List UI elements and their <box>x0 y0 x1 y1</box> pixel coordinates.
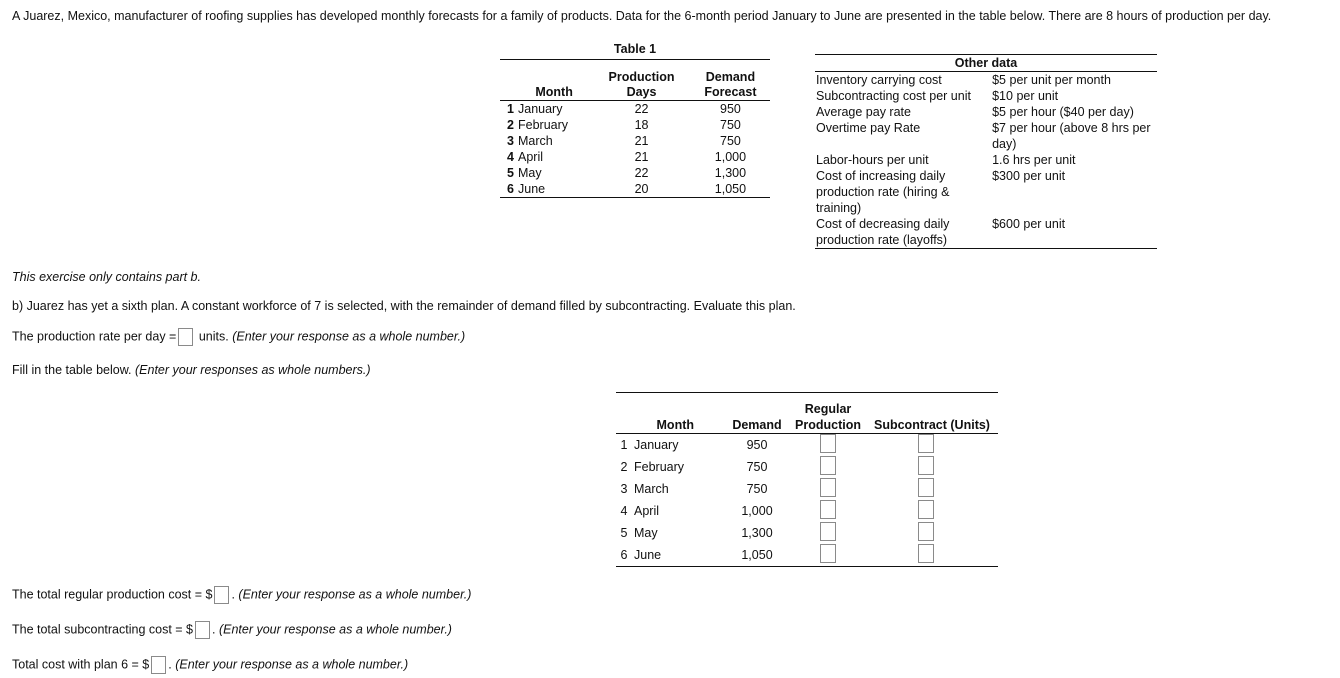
intro-text: A Juarez, Mexico, manufacturer of roofing supplies has developed monthly forecasts for a family of products. Data for the 6-month period January to June are presented in the table below. There are 8 hours of production per day. <box>12 9 1272 23</box>
subcontract-input[interactable] <box>918 478 934 497</box>
table-row: 5 May 22 1,300 <box>507 166 747 180</box>
table-row: 3 March 750 <box>616 478 998 500</box>
table-row: Cost of decreasing daily production rate (layoffs) $600 per unit <box>815 216 1157 249</box>
question-b: b) Juarez has yet a sixth plan. A constant workforce of 7 is selected, with the remainder of demand filled by subcontracting. Evaluate this plan. <box>12 299 796 313</box>
total-plan-6-cost-input[interactable] <box>151 656 166 674</box>
table-row: Cost of increasing daily production rate (hiring & training) $300 per unit <box>816 169 1066 215</box>
total-subcontracting-cost-input[interactable] <box>195 621 210 639</box>
table-row: Labor-hours per unit 1.6 hrs per unit <box>816 153 1076 167</box>
table-1-title: Table 1 <box>613 42 657 56</box>
total-plan-6-cost-line: Total cost with plan 6 = $ . (Enter your response as a whole number.) <box>12 656 408 674</box>
subcontract-input[interactable] <box>918 434 934 453</box>
month-header: Month <box>632 401 724 434</box>
table-row: Average pay rate $5 per hour ($40 per day) <box>816 105 1134 119</box>
total-subcontracting-cost-line: The total subcontracting cost = $ . (Enter your response as a whole number.) <box>12 621 452 639</box>
table-row: 5 May 1,300 <box>616 522 998 544</box>
total-regular-cost-line: The total regular production cost = $ . (Enter your response as a whole number.) <box>12 586 471 604</box>
subcontract-input[interactable] <box>918 544 934 563</box>
subcontract-input[interactable] <box>918 522 934 541</box>
production-rate-line: The production rate per day = units. (Enter your response as a whole number.) <box>12 328 465 346</box>
subcontract-input[interactable] <box>918 456 934 475</box>
plan-6-table <box>616 392 998 567</box>
regular-production-header: Regular Production <box>790 401 866 434</box>
total-regular-cost-input[interactable] <box>214 586 229 604</box>
table-1 <box>500 42 770 198</box>
month-header: Month <box>516 70 592 101</box>
production-days-header: Production Days <box>592 70 691 101</box>
demand-header: Demand <box>724 401 790 434</box>
part-note: This exercise only contains part b. <box>12 270 201 284</box>
regular-production-input[interactable] <box>820 500 836 519</box>
table-row: 4 April 21 1,000 <box>507 150 747 164</box>
subcontract-input[interactable] <box>918 500 934 519</box>
other-data-table <box>815 54 1157 249</box>
regular-production-input[interactable] <box>820 434 836 453</box>
fill-instruction: Fill in the table below. (Enter your responses as whole numbers.) <box>12 363 371 377</box>
other-data-title: Other data <box>815 55 1157 72</box>
production-rate-input[interactable] <box>178 328 193 346</box>
regular-production-input[interactable] <box>820 522 836 541</box>
regular-production-input[interactable] <box>820 544 836 563</box>
subcontract-header: Subcontract (Units) <box>866 401 998 434</box>
table-row: 2 February 750 <box>616 456 998 478</box>
table-row: Subcontracting cost per unit $10 per unit <box>816 89 1059 103</box>
table-row: Overtime pay Rate $7 per hour (above 8 hrs per day) <box>816 121 1151 151</box>
table-row: 6 June 1,050 <box>616 544 998 567</box>
table-row: Inventory carrying cost $5 per unit per month <box>816 73 1111 87</box>
regular-production-input[interactable] <box>820 478 836 497</box>
table-row: 4 April 1,000 <box>616 500 998 522</box>
table-row: 2 February 18 750 <box>507 118 741 132</box>
table-row: 3 March 21 750 <box>507 134 741 148</box>
table-row: 1 January 22 950 <box>507 102 741 116</box>
table-row: 6 June 20 1,050 <box>500 181 770 198</box>
table-row: 1 January 950 <box>616 434 998 457</box>
demand-forecast-header: Demand Forecast <box>691 70 770 101</box>
regular-production-input[interactable] <box>820 456 836 475</box>
